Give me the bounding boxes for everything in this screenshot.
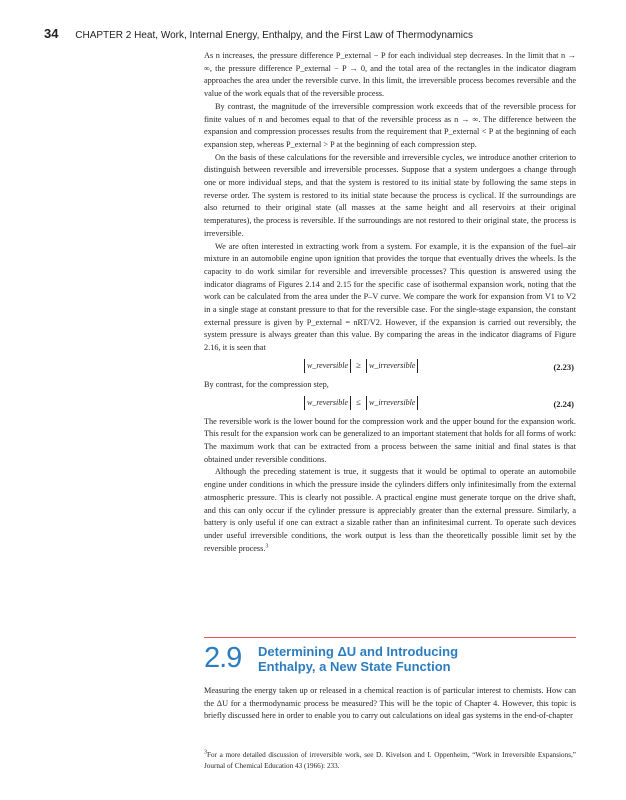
paragraph-7-text: Although the preceding statement is true, it suggests that it would be optimal to operate an automobile engine under conditions in which the pressure inside the cylinders differs only infinitesimally from the external atmospheric pressure. This is clearly not possible. A practical engine must generate torque on the drive shaft, and this can only occur if the cylinder pressure is appreciably greater than the external pressure. Similarly, a battery is only useful if one can extract a sizable rather than an infinitesimal current. To operate such devices under useful irreversible conditions, the work output is less than the theoretically possible limit set by the reversible process.	[204, 467, 576, 553]
equation-2-23	[204, 355, 576, 379]
paragraph-4: We are often interested in extracting work from a system. For example, it is the expansion of the fuel–air mixture in an automobile engine upon ignition that provides the torque that eventually drives the wheels. Is the capacity to do work similar for reversible and irreversible processes? This question is answered using the indicator diagrams of Figures 2.14 and 2.15 for the specific case of isothermal expansion work, noting that the work can be calculated from the area under the P–V curve. We compare the work for expansion from V1 to V2 in a single stage at constant pressure to that for the reversible case. For the single-stage expansion, the constant external pressure is given by P_external = nRT/V2. However, if the expansion is carried out reversibly, the system pressure is always greater than this value. By comparing the areas in the indicator diagrams of Figure 2.16, it is seen that	[204, 241, 576, 353]
paragraph-8: Measuring the energy taken up or released in a chemical reaction is of particular interest to chemists. How can the ΔU for a thermodynamic process be measured? This will be the topic of Chapter 4. However, this topic is briefly discussed here in order to enable you to carry out calculations on ideal gas systems in the end-of-chapter	[204, 686, 576, 721]
section-number: 2.9	[204, 642, 242, 674]
equation-number: (2.24)	[553, 398, 574, 409]
paragraph-3: On the basis of these calculations for the reversible and irreversible cycles, we introduce another criterion to distinguish between reversible and irreversible processes. Suppose that a system undergoes a change through one or more individual steps, and that the system is restored to its initial state by following the same steps in reverse order. The system is restored to its initial state because the process is cyclical. If the surroundings are also returned to their original state (all masses at the same height and all reservoirs at their original temperatures), the process is reversible. If the surroundings are not restored to their original state, the process is irreversible.	[204, 152, 576, 238]
equation-lhs: w_reversible	[304, 396, 351, 410]
equation-rhs: w_irreversible	[366, 396, 418, 410]
paragraph-5: By contrast, for the compression step,	[204, 379, 329, 389]
equation-operator: ≥	[356, 359, 361, 370]
page-number: 34	[44, 26, 59, 41]
equation-rhs: w_irreversible	[366, 359, 418, 373]
paragraph-7	[204, 466, 576, 555]
paragraph-1: As n increases, the pressure difference P_external − P for each individual step decreases. In the limit that n → ∞, the pressure difference P_external − P → 0, and the total area of the rectangles in the indicator diagram approaches the area under the reversible curve. In this limit, the irreversible process becomes reversible and the value of the work equals that of the reversible process.	[204, 51, 576, 99]
section-body	[204, 685, 576, 723]
footnote	[204, 750, 576, 772]
running-title: CHAPTER 2 Heat, Work, Internal Energy, Enthalpy, and the First Law of Thermodynamics	[75, 30, 474, 41]
equation-operator: ≤	[356, 396, 361, 407]
paragraph-6: The reversible work is the lower bound for the compression work and the upper bound for the expansion work. This result for the expansion work can be generalized to an important statement that holds for all forms of work: The maximum work that can be extracted from a process between the same initial and final states is that obtained under reversible conditions.	[204, 416, 576, 464]
equation-number: (2.23)	[553, 361, 574, 372]
running-header	[44, 26, 473, 41]
section-title-line-2: Enthalpy, a New State Function	[258, 659, 451, 674]
section-rule	[204, 637, 576, 638]
paragraph-2: By contrast, the magnitude of the irreversible compression work exceeds that of the reversible process for finite values of n and becomes equal to that of the reversible process as n → ∞. The difference between the expansion and compression processes results from the requirement that P_external < P at the beginning of each expansion step, whereas P_external > P at the beginning of each compression step.	[204, 101, 576, 149]
section-title-line-1: Determining ΔU and Introducing	[258, 644, 459, 659]
body-text	[204, 50, 576, 555]
equation-lhs: w_reversible	[304, 359, 351, 373]
equation-2-24	[204, 392, 576, 416]
footnote-ref: 3	[265, 542, 269, 549]
footnote-marker: 3	[204, 749, 207, 756]
section-title	[258, 644, 578, 674]
footnote-text: For a more detailed discussion of irreversible work, see D. Kivelson and I. Oppenheim, “Work in Irreversible Expansions,” Journal of Chemical Education 43 (1966): 233.	[204, 751, 576, 770]
